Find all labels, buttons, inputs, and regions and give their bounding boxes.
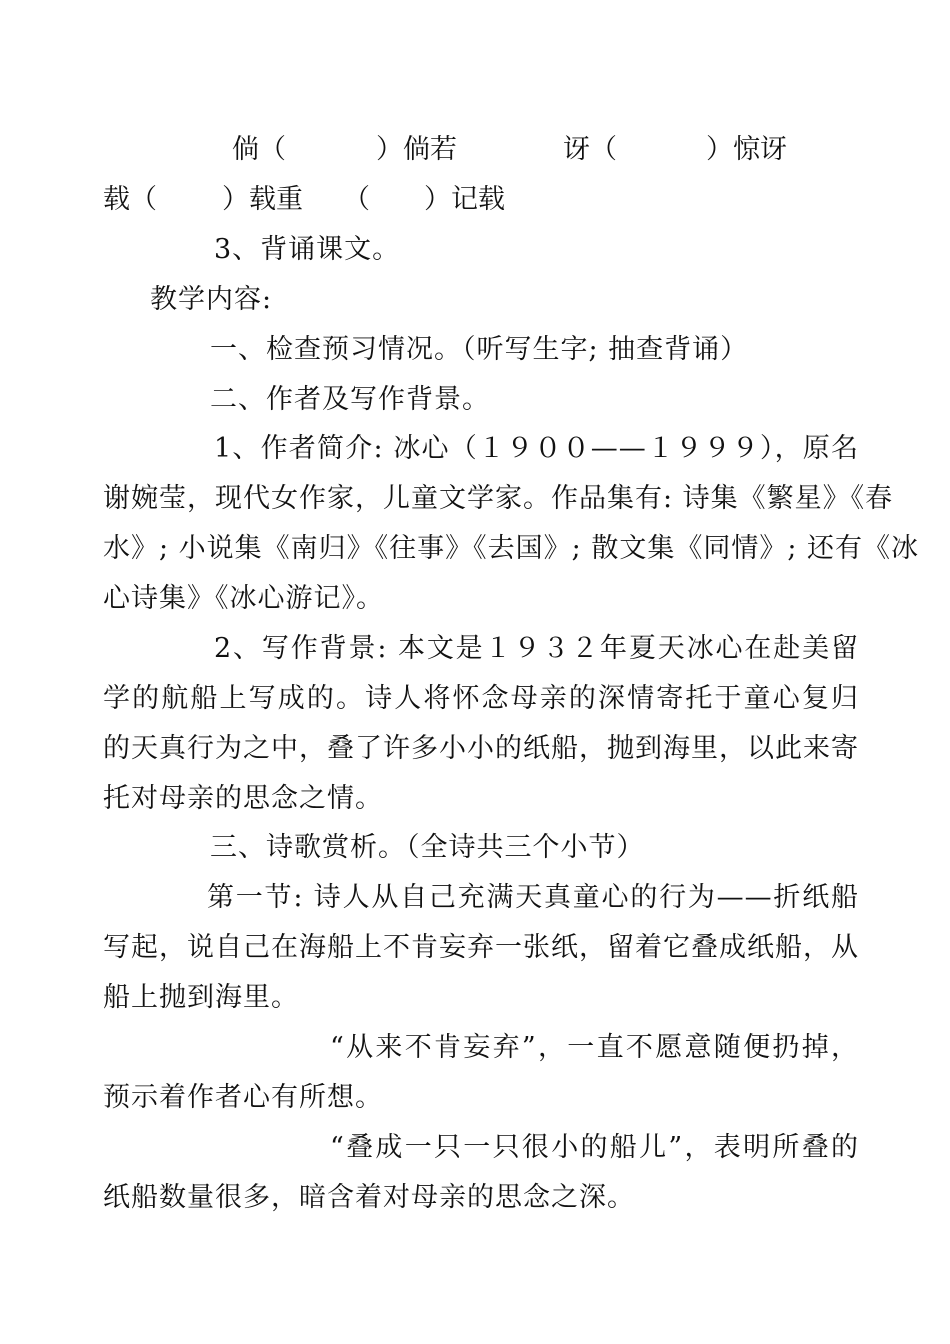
author-bio-line-2: 谢婉莹，现代女作家，儿童文学家。作品集有: 诗集《繁星》《春 (103, 483, 894, 514)
exercise-word-tangruo: ）倘若 (376, 134, 457, 165)
exercise-char-ya: 讶（ (563, 134, 617, 165)
background-line-4: 托对母亲的思念之情。 (103, 783, 383, 814)
exercise-word-zaizhong: ）载重 (222, 184, 303, 215)
section-2-heading: 二、作者及写作背景。 (210, 384, 490, 415)
author-bio-line-3: 水》; 小说集《南归》《往事》《去国》; 散文集《同情》; 还有《冰 (103, 533, 920, 564)
section-3-heading: 三、诗歌赏析。（全诗共三个小节） (210, 832, 645, 863)
exercise-word-jingya: ）惊讶 (706, 134, 787, 165)
background-line-3: 的天真行为之中，叠了许多小小的纸船，抛到海里，以此来寄 (103, 733, 859, 764)
exercise-word-jizai: ）记载 (424, 184, 505, 215)
note-1-line-1: “从来不肯妄弃”，一直不愿意随便扔掉， (330, 1032, 859, 1063)
author-bio-line-1: 1、作者简介: 冰心（１９００——１９９９），原名 (214, 433, 859, 464)
item-recite: 3、背诵课文。 (214, 234, 401, 265)
teaching-content-heading: 教学内容: (150, 284, 273, 315)
stanza-1-line-1: 第一节: 诗人从自己充满天真童心的行为——折纸船 (207, 882, 859, 913)
note-2-line-2: 纸船数量很多，暗含着对母亲的思念之深。 (103, 1182, 635, 1213)
exercise-char-zai: 载（ (103, 184, 157, 215)
author-bio-line-4: 心诗集》《冰心游记》。 (103, 583, 384, 614)
stanza-1-line-2: 写起，说自己在海船上不肯妄弃一张纸，留着它叠成纸船，从 (103, 932, 859, 963)
background-line-1: 2、写作背景: 本文是１９３２年夏天冰心在赴美留 (214, 633, 859, 664)
note-1-line-2: 预示着作者心有所想。 (103, 1082, 383, 1113)
exercise-char-tang: 倘（ (232, 134, 286, 165)
note-2-line-1: “叠成一只一只很小的船儿”，表明所叠的 (330, 1132, 859, 1163)
section-1-heading: 一、检查预习情况。（听写生字; 抽查背诵） (210, 334, 749, 365)
exercise-open-paren: （ (343, 184, 370, 215)
stanza-1-line-3: 船上抛到海里。 (103, 982, 299, 1013)
background-line-2: 学的航船上写成的。诗人将怀念母亲的深情寄托于童心复归 (103, 683, 859, 714)
